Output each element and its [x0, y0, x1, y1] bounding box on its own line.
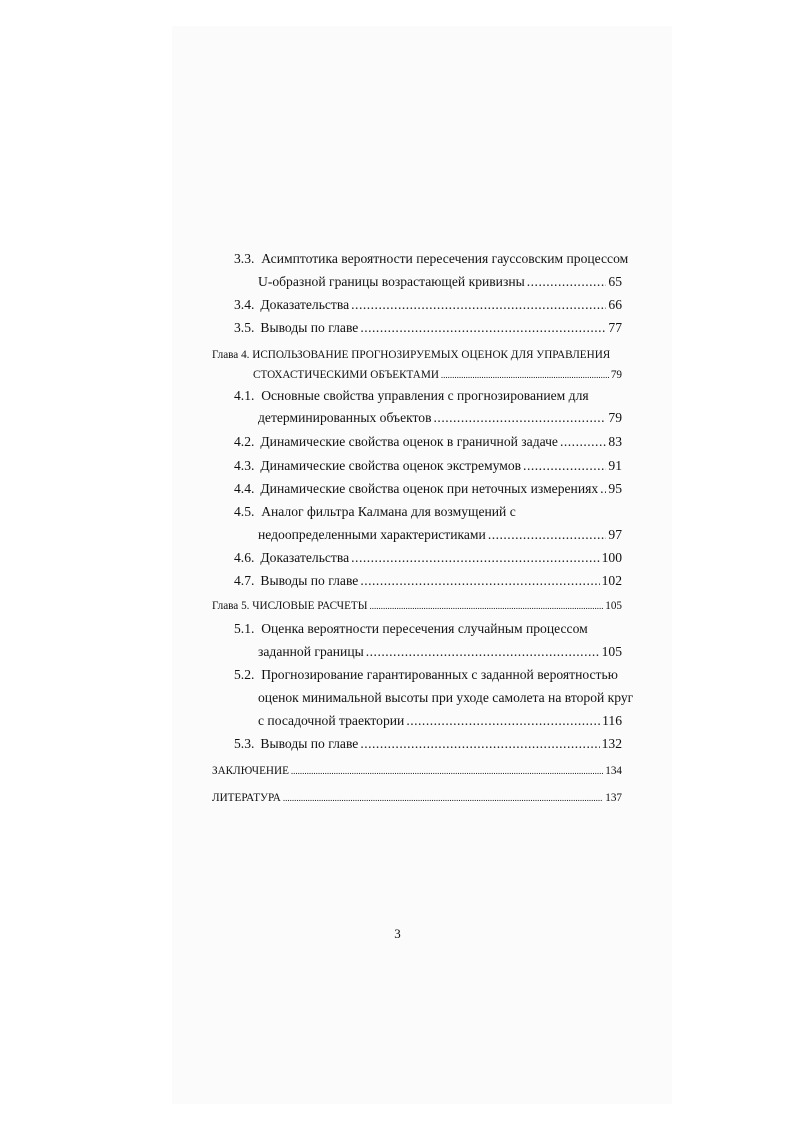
toc-number: 4.2.	[234, 434, 255, 449]
toc-5-2-line1[interactable]	[234, 666, 618, 684]
toc-4-2[interactable]	[234, 433, 622, 451]
toc-3-3-line2[interactable]	[258, 273, 622, 291]
toc-page-number: 116	[602, 713, 622, 728]
toc-leader-dots	[366, 643, 600, 661]
toc-leader-dots	[351, 549, 599, 567]
toc-leader-dots	[360, 572, 599, 590]
toc-chapter-4-line1[interactable]	[212, 346, 610, 364]
toc-chapter-title: ЛИТЕРАТУРА	[212, 792, 281, 804]
toc-number: 4.3.	[234, 458, 255, 473]
toc-page-number: 79	[608, 410, 622, 425]
toc-page-number: 79	[610, 369, 622, 381]
toc-4-5-line2[interactable]	[258, 526, 622, 544]
toc-4-7[interactable]	[234, 572, 622, 590]
toc-leader-dots	[283, 789, 603, 807]
toc-leader-dots	[488, 526, 607, 544]
toc-4-3[interactable]	[234, 457, 622, 475]
toc-title: Аналог фильтра Калмана для возмущений с	[261, 504, 516, 519]
toc-page-number: 105	[601, 644, 622, 659]
toc-number: 4.5.	[234, 504, 255, 519]
toc-leader-dots	[441, 366, 609, 384]
toc-chapter-title: Глава 5. ЧИСЛОВЫЕ РАСЧЕТЫ	[212, 600, 368, 612]
toc-chapter-title: Глава 4. ИСПОЛЬЗОВАНИЕ ПРОГНОЗИРУЕМЫХ ОЦЕНОК ДЛЯ УПРАВЛЕНИЯ	[212, 349, 611, 361]
toc-4-1-line2[interactable]	[258, 409, 622, 427]
toc-title: детерминированных объектов	[258, 410, 432, 425]
toc-title: оценок минимальной высоты при уходе самолета на второй круг	[258, 690, 634, 705]
toc-leader-dots	[360, 735, 599, 753]
toc-title: Выводы по главе	[260, 320, 359, 335]
toc-page-number: 102	[601, 573, 622, 588]
toc-page-number: 137	[605, 792, 622, 804]
toc-3-3-line1[interactable]	[234, 250, 628, 268]
toc-leader-dots	[527, 273, 607, 291]
toc-page-number: 97	[608, 527, 622, 542]
toc-number: 3.3.	[234, 251, 255, 266]
toc-title: Динамические свойства оценок в граничной задаче	[260, 434, 558, 449]
toc-title: Основные свойства управления с прогнозированием для	[261, 388, 589, 403]
toc-leader-dots	[600, 480, 606, 498]
toc-page-number: 77	[608, 320, 622, 335]
toc-page-number: 91	[608, 458, 622, 473]
toc-title: с посадочной траектории	[258, 713, 405, 728]
toc-page-number: 134	[605, 765, 622, 777]
toc-title: Доказательства	[260, 550, 350, 565]
toc-4-4[interactable]	[234, 480, 622, 498]
toc-5-1-line1[interactable]	[234, 620, 588, 638]
toc-number: 5.2.	[234, 667, 255, 682]
toc-title: Асимптотика вероятности пересечения гауссовским процессом	[261, 251, 629, 266]
toc-5-1-line2[interactable]	[258, 643, 622, 661]
toc-page-number: 100	[601, 550, 622, 565]
toc-title: Выводы по главе	[260, 573, 359, 588]
toc-number: 4.4.	[234, 481, 255, 496]
toc-chapter-5[interactable]	[212, 597, 622, 615]
toc-4-6[interactable]	[234, 549, 622, 567]
toc-page-number: 132	[601, 736, 622, 751]
toc-title: Динамические свойства оценок экстремумов	[260, 458, 522, 473]
toc-leader-dots	[523, 457, 606, 475]
toc-number: 3.4.	[234, 297, 255, 312]
toc-conclusion[interactable]	[212, 762, 622, 780]
toc-3-4[interactable]	[234, 296, 622, 314]
toc-number: 4.7.	[234, 573, 255, 588]
toc-page-number: 65	[608, 274, 622, 289]
toc-page-number: 105	[605, 600, 622, 612]
toc-3-5[interactable]	[234, 319, 622, 337]
toc-page-number: 66	[608, 297, 622, 312]
toc-number: 5.1.	[234, 621, 255, 636]
toc-5-2-line3[interactable]	[258, 712, 622, 730]
toc-5-3[interactable]	[234, 735, 622, 753]
toc-chapter-title: ЗАКЛЮЧЕНИЕ	[212, 765, 289, 777]
toc-title: Доказательства	[260, 297, 350, 312]
toc-leader-dots	[434, 409, 607, 427]
toc-title: недоопределенными характеристиками	[258, 527, 486, 542]
toc-number: 4.1.	[234, 388, 255, 403]
toc-4-1-line1[interactable]	[234, 387, 589, 405]
toc-literature[interactable]	[212, 789, 622, 807]
toc-page-number: 83	[608, 434, 622, 449]
toc-title: заданной границы	[258, 644, 364, 659]
toc-title: Динамические свойства оценок при неточных измерениях	[260, 481, 599, 496]
toc-4-5-line1[interactable]	[234, 503, 516, 521]
toc-5-2-line2[interactable]	[258, 689, 633, 707]
toc-number: 5.3.	[234, 736, 255, 751]
toc-chapter-4-line2[interactable]	[253, 366, 622, 384]
toc-leader-dots	[560, 433, 606, 451]
toc-title: U-образной границы возрастающей кривизны	[258, 274, 525, 289]
toc-chapter-title: СТОХАСТИЧЕСКИМИ ОБЪЕКТАМИ	[253, 369, 439, 381]
toc-leader-dots	[291, 762, 603, 780]
toc-title: Оценка вероятности пересечения случайным процессом	[261, 621, 588, 636]
toc-leader-dots	[406, 712, 600, 730]
toc-page-number: 95	[608, 481, 622, 496]
toc-leader-dots	[360, 319, 606, 337]
toc-title: Прогнозирование гарантированных с заданной вероятностью	[261, 667, 618, 682]
page-number: 3	[394, 926, 401, 941]
toc-leader-dots	[370, 597, 604, 615]
toc-number: 3.5.	[234, 320, 255, 335]
toc-leader-dots	[351, 296, 606, 314]
toc-title: Выводы по главе	[260, 736, 359, 751]
toc-number: 4.6.	[234, 550, 255, 565]
